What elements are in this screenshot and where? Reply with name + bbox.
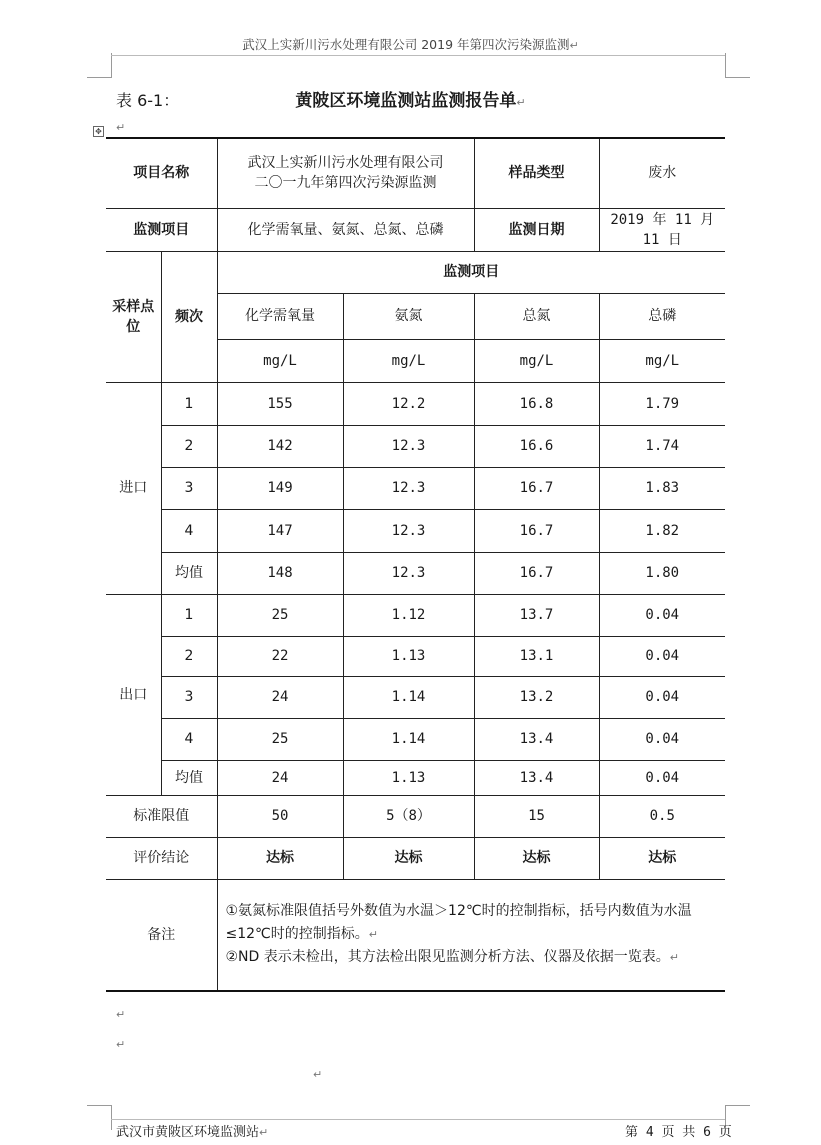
value-cell: 149 — [217, 467, 343, 509]
table-move-handle-icon[interactable]: ✥ — [93, 126, 104, 137]
value-cell: 1.74 — [599, 425, 725, 467]
inlet-label: 进口 — [106, 382, 161, 594]
paragraph-mark: ↵ — [313, 1068, 323, 1081]
table-row — [106, 636, 725, 676]
value-cell: 142 — [217, 425, 343, 467]
footer-organization: 武汉市黄陂区环境监测站↵ — [116, 1125, 269, 1140]
value-cell: 13.4 — [474, 718, 599, 760]
standard-value: 5（8） — [343, 795, 474, 837]
value-cell: 1.13 — [343, 760, 474, 795]
value-cell: 13.4 — [474, 760, 599, 795]
paragraph-mark: ↵ — [116, 1038, 126, 1051]
table-row — [106, 425, 725, 467]
frequency-cell: 3 — [161, 467, 217, 509]
frequency-cell: 4 — [161, 718, 217, 760]
table-row — [106, 594, 725, 636]
column-header: 总磷 — [599, 293, 725, 339]
standard-label: 标准限值 — [106, 795, 217, 837]
frequency-header: 频次 — [161, 251, 217, 382]
monitoring-report-table — [106, 137, 725, 992]
grid-header-row — [106, 251, 725, 293]
table-row — [106, 509, 725, 552]
table-row — [106, 718, 725, 760]
value-cell: 16.6 — [474, 425, 599, 467]
value-cell: 16.7 — [474, 509, 599, 552]
unit-cell: mg/L — [599, 339, 725, 382]
value-cell: 1.82 — [599, 509, 725, 552]
frequency-cell: 1 — [161, 594, 217, 636]
monitoring-date-value: 2019 年 11 月 11 日 — [599, 208, 725, 251]
info-row-items — [106, 208, 725, 251]
value-cell: 13.7 — [474, 594, 599, 636]
frequency-cell: 均值 — [161, 760, 217, 795]
sampling-point-header: 采样点位 — [106, 251, 161, 382]
info-row-project — [106, 138, 725, 208]
paragraph-mark: ↵ — [116, 121, 126, 134]
conclusion-label: 评价结论 — [106, 837, 217, 879]
report-title: 黄陂区环境监测站监测报告单↵ — [295, 91, 526, 111]
monitoring-date-label: 监测日期 — [474, 208, 599, 251]
conclusion-value: 达标 — [599, 837, 725, 879]
value-cell: 0.04 — [599, 636, 725, 676]
remarks-row — [106, 879, 725, 991]
value-cell: 1.14 — [343, 676, 474, 718]
value-cell: 16.7 — [474, 552, 599, 594]
value-cell: 12.3 — [343, 425, 474, 467]
header-rule — [111, 55, 725, 56]
value-cell: 12.2 — [343, 382, 474, 425]
table-row — [106, 676, 725, 718]
value-cell: 16.7 — [474, 467, 599, 509]
table-row — [106, 760, 725, 795]
conclusion-row — [106, 837, 725, 879]
footer-page-number: 第 4 页 共 6 页 — [625, 1125, 732, 1140]
value-cell: 16.8 — [474, 382, 599, 425]
unit-cell: mg/L — [474, 339, 599, 382]
value-cell: 13.2 — [474, 676, 599, 718]
value-cell: 12.3 — [343, 552, 474, 594]
table-number: 表 6-1： — [116, 91, 180, 110]
value-cell: 0.04 — [599, 676, 725, 718]
unit-cell: mg/L — [217, 339, 343, 382]
monitoring-items-label: 监测项目 — [106, 208, 217, 251]
value-cell: 0.04 — [599, 760, 725, 795]
standard-value: 15 — [474, 795, 599, 837]
project-name-label: 项目名称 — [106, 138, 217, 208]
value-cell: 1.80 — [599, 552, 725, 594]
value-cell: 148 — [217, 552, 343, 594]
monitoring-items-value: 化学需氧量、氨氮、总氮、总磷 — [217, 208, 474, 251]
value-cell: 1.79 — [599, 382, 725, 425]
sample-type-label: 样品类型 — [474, 138, 599, 208]
frequency-cell: 1 — [161, 382, 217, 425]
value-cell: 1.83 — [599, 467, 725, 509]
crop-mark-top-right — [725, 53, 750, 78]
standard-value: 0.5 — [599, 795, 725, 837]
column-header: 总氮 — [474, 293, 599, 339]
monitoring-items-header: 监测项目 — [217, 251, 725, 293]
footer-rule — [111, 1119, 725, 1120]
crop-mark-bottom-left — [87, 1105, 112, 1130]
remarks-text: ①氨氮标准限值括号外数值为水温＞12℃时的控制指标，括号内数值为水温≤12℃时的控制指标。↵ ②ND 表示未检出，其方法检出限见监测分析方法、仪器及依据一览表。↵ — [217, 879, 725, 991]
standard-row — [106, 795, 725, 837]
column-header: 化学需氧量 — [217, 293, 343, 339]
unit-cell: mg/L — [343, 339, 474, 382]
sample-type-value: 废水 — [599, 138, 725, 208]
frequency-cell: 2 — [161, 636, 217, 676]
value-cell: 24 — [217, 760, 343, 795]
frequency-cell: 均值 — [161, 552, 217, 594]
standard-value: 50 — [217, 795, 343, 837]
table-row — [106, 382, 725, 425]
value-cell: 0.04 — [599, 594, 725, 636]
value-cell: 12.3 — [343, 467, 474, 509]
column-header: 氨氮 — [343, 293, 474, 339]
frequency-cell: 2 — [161, 425, 217, 467]
conclusion-value: 达标 — [217, 837, 343, 879]
frequency-cell: 3 — [161, 676, 217, 718]
value-cell: 24 — [217, 676, 343, 718]
value-cell: 12.3 — [343, 509, 474, 552]
value-cell: 155 — [217, 382, 343, 425]
conclusion-value: 达标 — [343, 837, 474, 879]
crop-mark-top-left — [87, 53, 112, 78]
value-cell: 147 — [217, 509, 343, 552]
value-cell: 22 — [217, 636, 343, 676]
value-cell: 0.04 — [599, 718, 725, 760]
value-cell: 1.13 — [343, 636, 474, 676]
value-cell: 13.1 — [474, 636, 599, 676]
remarks-label: 备注 — [106, 879, 217, 991]
outlet-label: 出口 — [106, 594, 161, 795]
table-row — [106, 552, 725, 594]
value-cell: 25 — [217, 718, 343, 760]
paragraph-mark: ↵ — [116, 1008, 126, 1021]
conclusion-value: 达标 — [474, 837, 599, 879]
table-row — [106, 467, 725, 509]
project-name-value: 武汉上实新川污水处理有限公司 二〇一九年第四次污染源监测 — [217, 138, 474, 208]
page-header: 武汉上实新川污水处理有限公司 2019 年第四次污染源监测↵ — [242, 37, 579, 52]
frequency-cell: 4 — [161, 509, 217, 552]
value-cell: 1.12 — [343, 594, 474, 636]
value-cell: 25 — [217, 594, 343, 636]
value-cell: 1.14 — [343, 718, 474, 760]
